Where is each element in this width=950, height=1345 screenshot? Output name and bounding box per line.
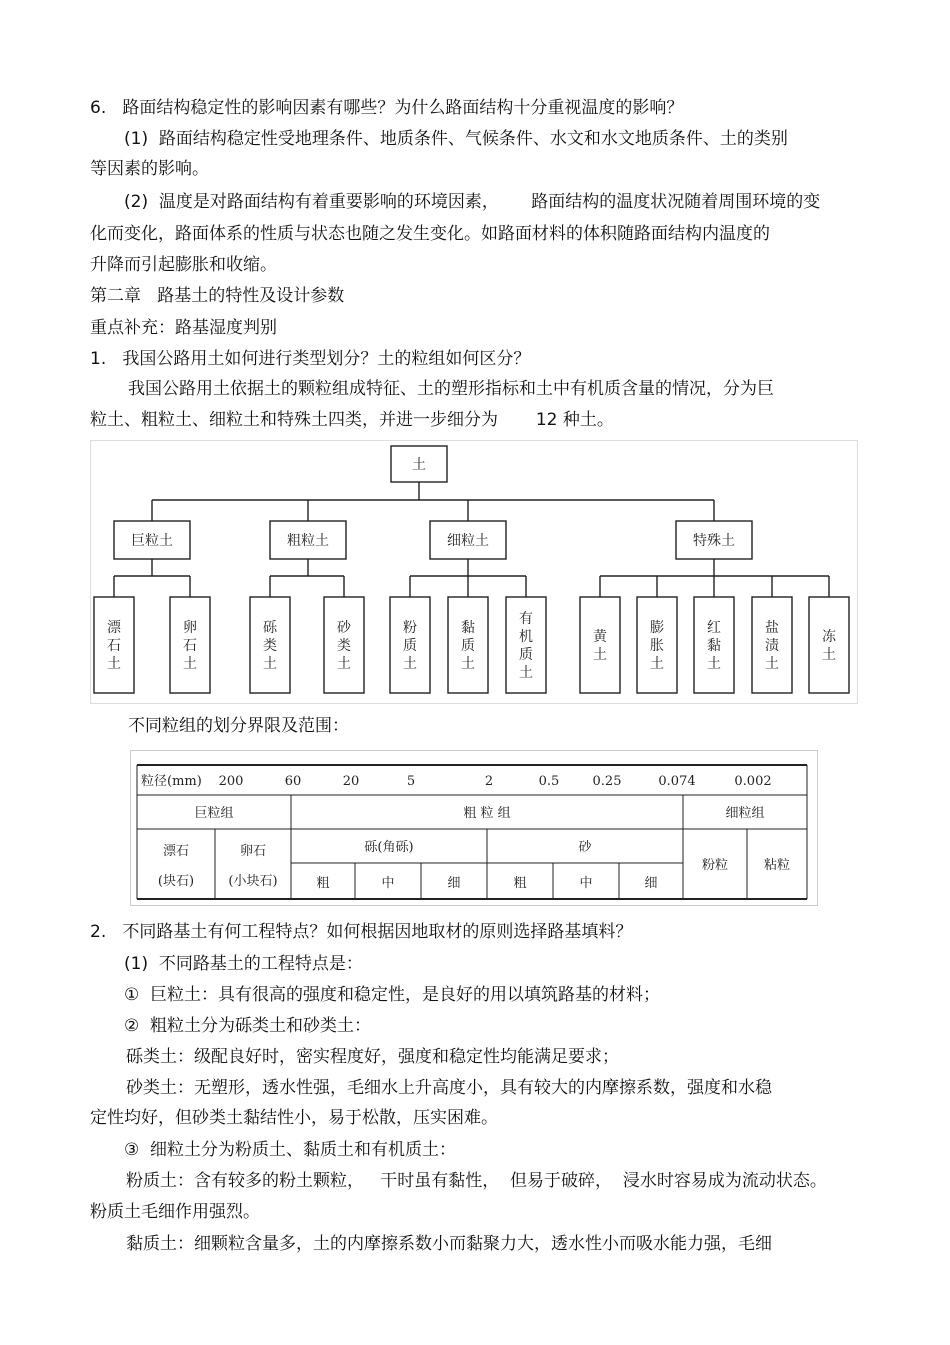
size-boundary: 0.074 [658,774,696,789]
tree-leaf-char: 冻 [822,629,836,645]
tree-leaf-char: 质 [461,638,475,654]
tree-group-label: 特殊土 [693,533,735,549]
gravel-label: 砾(角砾) [364,840,414,855]
tree-leaf-char: 胀 [650,638,664,654]
sub-cell: 中 [381,876,395,891]
tree-leaf-char: 黏 [461,620,475,636]
q6-answer-2-line-1: (2) 温度是对路面结构有着重要影响的环境因素， 路面结构的温度状况随着周围环境的变 [124,192,821,212]
q2-p4: 砾类土：级配良好时，密实程度好，强度和稳定性均能满足要求； [126,1047,619,1067]
q2-p5-line-2: 定性均好，但砂类土黏结性小，易于松散，压实困难。 [90,1108,498,1128]
q2-p1: (1) 不同路基土的工程特点是： [124,954,363,974]
q6-answer-1-line-1: (1) 路面结构稳定性受地理条件、地质条件、气候条件、水文和水文地质条件、土的类别 [124,129,788,149]
q2-p6: ③ 细粒土分为粉质土、黏质土和有机质土： [124,1140,457,1160]
tree-leaf-char: 黏 [707,638,721,654]
sub-cell: 细 [447,876,461,891]
tree-leaf-char: 质 [519,647,533,663]
tree-leaf-char: 质 [403,638,417,654]
grain-size-table [130,750,818,906]
size-label: 粒径(mm) [141,774,202,789]
tree-leaf-char: 土 [707,656,721,672]
sub-cell: 中 [579,876,593,891]
q2-p7-line-1: 粉质土：含有较多的粉土颗粒， 干时虽有黏性， 但易于破碎， 浸水时容易成为流动状态。 [126,1171,827,1191]
tree-leaf-char: 土 [107,656,121,672]
tree-leaf-char: 粉 [403,620,417,636]
tree-leaf-char: 土 [337,656,351,672]
boulder-1: 漂石 [162,844,190,859]
sand-label: 砂 [578,840,592,855]
silt-label: 粉粒 [701,858,729,873]
tree-group-label: 粗粒土 [287,533,329,549]
chapter-title: 第二章 路基土的特性及设计参数 [90,286,345,306]
size-boundary: 0.002 [734,774,772,789]
table-caption: 不同粒组的划分界限及范围： [128,716,349,736]
tree-leaf-char: 类 [337,638,351,654]
q6-answer-2-line-3: 升降而引起膨胀和收缩。 [90,255,277,275]
tree-leaf-char: 漂 [107,620,121,636]
q1-title: 1. 我国公路用土如何进行类型划分？土的粒组如何区分？ [90,349,531,369]
tree-leaf-char: 盐 [765,620,779,636]
boulder-1-sub: (块石) [157,874,195,889]
group-fine: 细粒组 [725,806,765,821]
clay-label: 粘粒 [763,858,791,873]
size-boundary: 20 [342,774,360,789]
tree-leaf-char: 类 [263,638,277,654]
q2-p7-line-2: 粉质土毛细作用强烈。 [90,1202,260,1222]
size-boundary: 60 [284,774,302,789]
key-point: 重点补充：路基湿度判别 [90,318,277,338]
tree-leaf-box [580,597,620,693]
boulder-2-sub: (小块石) [228,874,278,889]
sub-cell: 粗 [513,876,527,891]
tree-leaf-box [809,597,849,693]
tree-leaf-char: 土 [593,647,607,663]
q2-p8: 黏质土：细颗粒含量多，土的内摩擦系数小而黏聚力大，透水性小而吸水能力强，毛细 [126,1234,772,1254]
tree-leaf-char: 砾 [263,620,277,636]
q2-p3: ② 粗粒土分为砾类土和砂类土： [124,1016,372,1036]
boulder-2: 卵石 [239,844,267,859]
tree-leaf-char: 土 [650,656,664,672]
tree-group-label: 巨粒土 [131,533,173,549]
tree-leaf-char: 有 [519,611,533,627]
q6-title: 6. 路面结构稳定性的影响因素有哪些？为什么路面结构十分重视温度的影响？ [90,98,684,118]
size-boundary: 5 [406,774,416,789]
size-boundary: 2 [484,774,494,789]
tree-leaf-char: 渍 [765,638,779,654]
q1-answer-line-2: 粒土、粗粒土、细粒土和特殊土四类，并进一步细分为 12 种土。 [90,410,614,430]
group-coarse: 粗 粒 组 [463,806,511,821]
tree-leaf-char: 土 [519,665,533,681]
q6-answer-2-line-2: 化而变化，路面体系的性质与状态也随之发生变化。如路面材料的体积随路面结构内温度的 [90,224,770,244]
tree-leaf-char: 土 [461,656,475,672]
q1-answer-line-1: 我国公路用土依据土的颗粒组成特征、土的塑形指标和土中有机质含量的情况，分为巨 [128,379,774,399]
sub-cell: 粗 [316,876,330,891]
tree-leaf-char: 红 [707,620,721,636]
tree-leaf-char: 土 [403,656,417,672]
tree-leaf-char: 土 [183,656,197,672]
tree-group-label: 细粒土 [447,533,489,549]
tree-leaf-char: 机 [519,629,533,645]
tree-leaf-char: 土 [263,656,277,672]
soil-classification-tree [90,440,858,704]
tree-leaf-char: 黄 [593,629,607,645]
tree-leaf-char: 砂 [337,620,351,636]
tree-leaf-char: 膨 [650,620,664,636]
tree-leaf-char: 土 [765,656,779,672]
q2-p2: ① 巨粒土：具有很高的强度和稳定性，是良好的用以填筑路基的材料； [124,985,661,1005]
sub-cell: 细 [644,876,658,891]
size-boundary: 0.25 [592,774,622,789]
tree-leaf-char: 石 [107,638,121,654]
size-boundary: 0.5 [538,774,560,789]
q2-title: 2. 不同路基土有何工程特点？如何根据因地取材的原则选择路基填料？ [90,922,633,942]
q2-p5-line-1: 砂类土：无塑形，透水性强，毛细水上升高度小，具有较大的内摩擦系数，强度和水稳 [126,1078,772,1098]
group-boulder: 巨粒组 [194,806,234,821]
tree-leaf-char: 卵 [183,620,197,636]
tree-root-label: 土 [412,457,426,473]
size-boundary: 200 [218,774,244,789]
tree-leaf-char: 土 [822,647,836,663]
tree-leaf-char: 石 [183,638,197,654]
q6-answer-1-line-2: 等因素的影响。 [90,159,209,179]
